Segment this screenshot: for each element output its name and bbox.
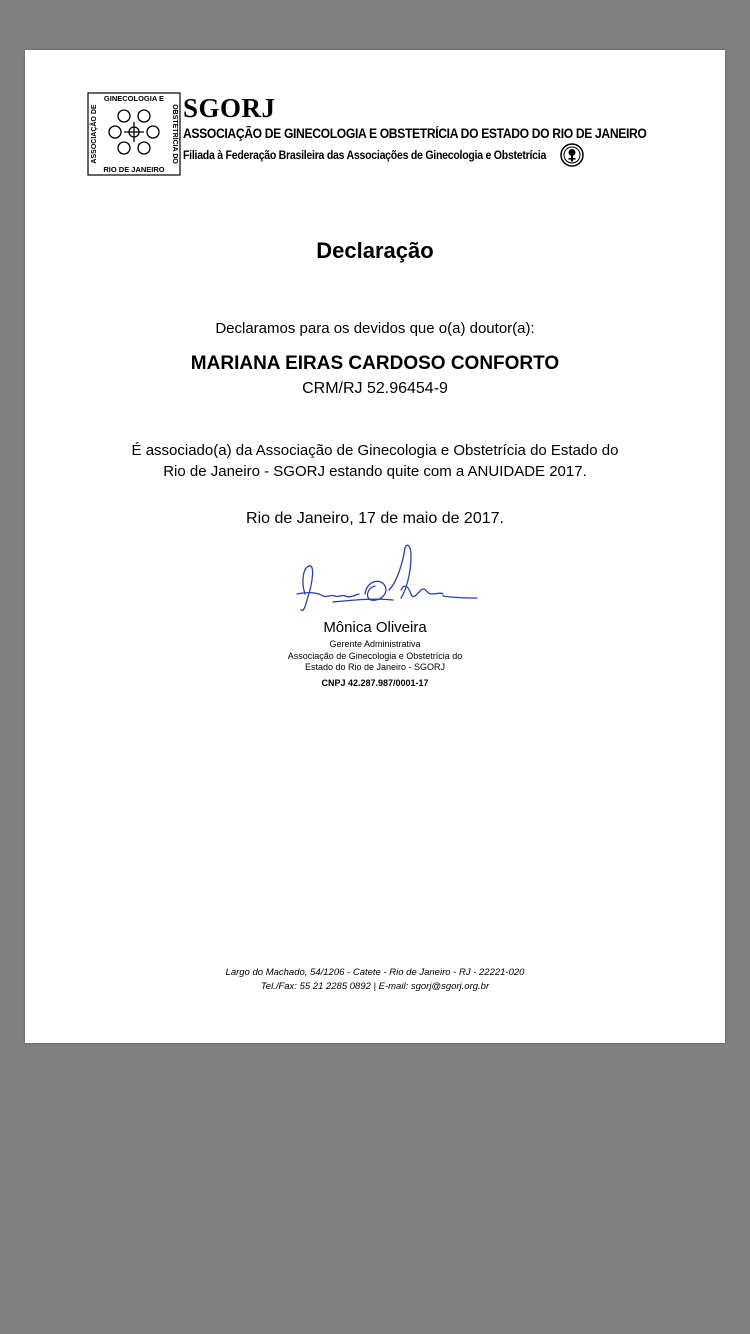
svg-text:RIO DE JANEIRO: RIO DE JANEIRO	[103, 165, 165, 174]
date-line: Rio de Janeiro, 17 de maio de 2017.	[246, 510, 504, 527]
letterhead	[183, 94, 703, 167]
org-affiliation	[183, 143, 703, 167]
signatory-organization	[25, 651, 725, 673]
body-line-2: Rio de Janeiro - SGORJ estando quite com a ANUIDADE 2017.	[163, 463, 587, 480]
document-title: Declaração	[316, 238, 434, 263]
svg-text:OBSTETRÍCIA DO: OBSTETRÍCIA DO	[171, 104, 178, 164]
org-short-name: SGORJ	[183, 93, 276, 123]
crm-number: CRM/RJ 52.96454-9	[302, 380, 448, 397]
handwritten-signature	[293, 542, 479, 622]
body-line-1: É associado(a) da Associação de Ginecologia e Obstetrícia do Estado do	[131, 442, 619, 459]
footer-phone-email: Tel./Fax: 55 21 2285 0892 | E-mail: sgorj@sgorj.org.br	[260, 981, 490, 992]
signatory-role: Gerente Administrativa	[329, 639, 421, 649]
declaration-body	[105, 440, 645, 482]
signatory-org-line-2: Estado do Rio de Janeiro - SGORJ	[304, 662, 446, 672]
footer-address: Largo do Machado, 54/1206 - Catete - Rio de Janeiro - RJ - 22221-020	[225, 967, 525, 978]
declaration-intro: Declaramos para os devidos que o(a) doutor(a):	[215, 320, 535, 337]
signatory-org-line-1: Associação de Ginecologia e Obstetrícia do	[287, 651, 463, 661]
svg-text:GINECOLOGIA E: GINECOLOGIA E	[103, 94, 165, 103]
footer-contact	[25, 966, 725, 994]
document-page	[25, 50, 725, 1043]
doctor-name: MARIANA EIRAS CARDOSO CONFORTO	[190, 353, 560, 374]
cnpj-number: CNPJ 42.287.987/0001-17	[321, 678, 429, 688]
signatory-name: Mônica Oliveira	[323, 619, 427, 636]
seal-emblem-icon	[87, 92, 181, 176]
affiliation-text: Filiada à Federação Brasileira das Associações de Ginecologia e Obstetrícia	[183, 148, 547, 162]
federation-logo-icon	[560, 143, 584, 167]
sgorj-seal-logo	[87, 92, 181, 176]
svg-text:ASSOCIAÇÃO DE: ASSOCIAÇÃO DE	[91, 104, 98, 164]
org-full-name: ASSOCIAÇÃO DE GINECOLOGIA E OBSTETRÍCIA DO ESTADO DO RIO DE JANEIRO	[183, 126, 647, 141]
signature-drawing	[293, 542, 479, 622]
